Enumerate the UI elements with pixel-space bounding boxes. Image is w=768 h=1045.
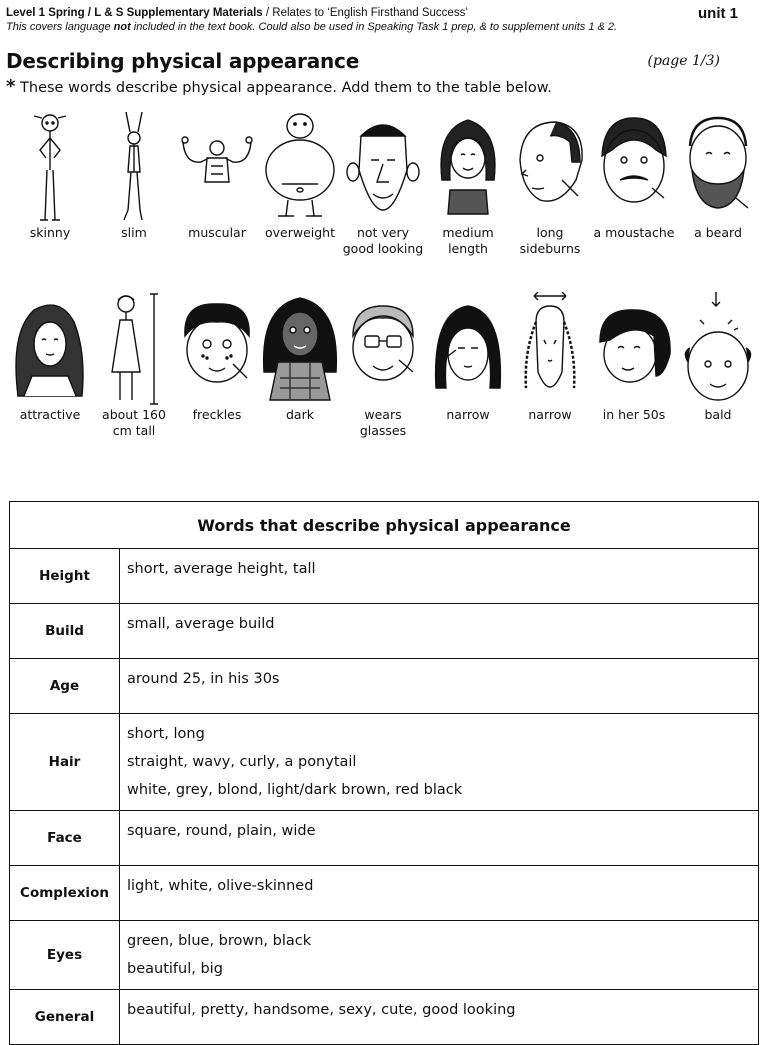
figure-a-beard (676, 110, 760, 241)
slim-figure-icon (104, 110, 164, 225)
plain-face-icon (341, 110, 425, 225)
figure-overweight (258, 110, 342, 241)
figure-label: about 160 cm tall (102, 407, 166, 438)
attractive-woman-icon (10, 292, 90, 407)
figure-label: bald (704, 407, 732, 422)
words-line: beautiful, big (127, 961, 223, 977)
table-heading: Words that describe physical appearance (10, 502, 759, 549)
table-row (10, 921, 759, 990)
figure-dark (258, 292, 342, 423)
figure-label: a moustache (593, 225, 675, 240)
figure-label: skinny (29, 225, 71, 240)
figure-label: wears glasses (359, 407, 407, 438)
table-row (10, 714, 759, 811)
figure-label: medium length (442, 225, 494, 256)
category-cell: Complexion (10, 866, 120, 921)
medium-hair-icon (428, 110, 508, 225)
table-row (10, 604, 759, 659)
table-header-row (10, 502, 759, 549)
figure-label: long sideburns (519, 225, 581, 256)
figure-label: freckles (192, 407, 242, 422)
table-row (10, 866, 759, 921)
table-row (10, 659, 759, 714)
figure-label: in her 50s (602, 407, 666, 422)
figure-not-very-good-looking (341, 110, 425, 257)
narrow-eyes-icon (428, 292, 508, 407)
words-line: around 25, in his 30s (127, 671, 280, 687)
bald-head-icon (678, 292, 758, 407)
figure-label: overweight (264, 225, 336, 240)
glasses-face-icon (343, 292, 423, 407)
older-woman-icon (594, 292, 674, 407)
category-cell: General (10, 990, 120, 1045)
figure-about-160-cm-tall (92, 292, 176, 439)
words-cell (120, 811, 759, 866)
muscular-figure-icon (177, 110, 257, 225)
words-cell (120, 714, 759, 811)
narrow-face-icon (510, 292, 590, 407)
words-line: light, white, olive-skinned (127, 878, 314, 894)
figure-medium-length (426, 110, 510, 257)
category-cell: Build (10, 604, 120, 659)
words-cell (120, 990, 759, 1045)
words-line: short, long (127, 726, 205, 742)
moustache-face-icon (594, 110, 674, 225)
overweight-figure-icon (260, 110, 340, 225)
figure-label: not very good looking (342, 225, 424, 256)
header-relates: / Relates to ‘English Firsthand Success’ (262, 7, 468, 19)
beard-face-icon (678, 110, 758, 225)
figure-bald (676, 292, 760, 423)
category-cell: Hair (10, 714, 120, 811)
figure-moustache (592, 110, 676, 241)
instruction (6, 76, 552, 97)
table-row (10, 811, 759, 866)
words-cell (120, 866, 759, 921)
figure-label: attractive (19, 407, 81, 422)
words-cell (120, 659, 759, 714)
figure-label: dark (286, 407, 314, 422)
skinny-figure-icon (20, 110, 80, 225)
figure-narrow-face (508, 292, 592, 423)
category-cell: Face (10, 811, 120, 866)
words-line: green, blue, brown, black (127, 933, 312, 949)
words-line: short, average height, tall (127, 561, 316, 577)
category-cell: Age (10, 659, 120, 714)
words-line: white, grey, blond, light/dark brown, red black (127, 782, 463, 798)
header-note-line (6, 21, 617, 33)
instruction-text: These words describe physical appearance. Add them to the table below. (20, 80, 552, 96)
table-row (10, 549, 759, 604)
unit-label: unit 1 (698, 5, 738, 22)
words-line: small, average build (127, 616, 275, 632)
figure-freckles (175, 292, 259, 423)
header-note-bold: not (113, 21, 131, 33)
appearance-table (9, 501, 759, 1045)
words-cell (120, 604, 759, 659)
page-number: (page 1/3) (647, 53, 720, 69)
words-line: straight, wavy, curly, a ponytail (127, 754, 357, 770)
figure-muscular (175, 110, 259, 241)
sideburns-face-icon (510, 110, 590, 225)
category-cell: Height (10, 549, 120, 604)
header-level: Level 1 Spring / L & S Supplementary Materials (6, 7, 263, 19)
table-row (10, 990, 759, 1045)
figure-label: muscular (188, 225, 246, 240)
header-source-line (6, 7, 468, 19)
header-note-prefix: This covers language (6, 21, 114, 33)
header-note-suffix: included in the text book. Could also be used in Speaking Task 1 prep, & to supplement units 1 & 2. (130, 21, 618, 33)
words-line: beautiful, pretty, handsome, sexy, cute, good looking (127, 1002, 516, 1018)
page-title: Describing physical appearance (6, 49, 360, 73)
words-line: square, round, plain, wide (127, 823, 316, 839)
dark-skin-woman-icon (260, 292, 340, 407)
figure-label: slim (121, 225, 147, 240)
category-cell: Eyes (10, 921, 120, 990)
figure-skinny (8, 110, 92, 241)
figure-in-her-50s (592, 292, 676, 423)
figure-attractive (8, 292, 92, 423)
tall-girl-icon (94, 292, 174, 407)
figure-label: a beard (694, 225, 742, 240)
figure-label: narrow (528, 407, 572, 422)
words-cell (120, 549, 759, 604)
freckles-face-icon (177, 292, 257, 407)
figure-wears-glasses (341, 292, 425, 439)
figure-long-sideburns (508, 110, 592, 257)
star-icon: * (6, 76, 16, 97)
figure-label: narrow (446, 407, 490, 422)
words-cell (120, 921, 759, 990)
figure-slim (92, 110, 176, 241)
figure-narrow-eyes (426, 292, 510, 423)
